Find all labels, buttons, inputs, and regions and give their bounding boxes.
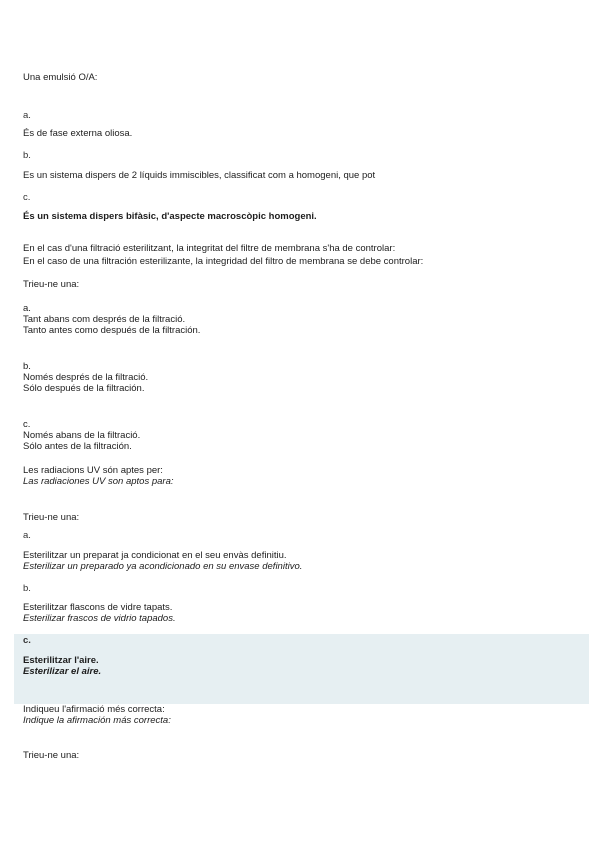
question-2-stem-ca: En el cas d'una filtració esterilitzant, la integritat del filtre de membrana s'ha de controlar: bbox=[23, 243, 396, 254]
q2-option-c-es[interactable]: Sólo antes de la filtración. bbox=[23, 441, 132, 452]
question-2-stem-es: En el caso de una filtración esterilizante, la integridad del filtro de membrana se debe controlar: bbox=[23, 256, 424, 267]
question-4-stem-ca: Indiqueu l'afirmació més correcta: bbox=[23, 704, 165, 715]
q1-option-b-text[interactable]: Es un sistema dispers de 2 líquids immiscibles, classificat com a homogeni, que pot bbox=[23, 170, 376, 181]
q2-option-b-es[interactable]: Sólo después de la filtración. bbox=[23, 383, 145, 394]
q2-option-c-ca[interactable]: Només abans de la filtració. bbox=[23, 430, 141, 441]
question-1-stem: Una emulsió O/A: bbox=[23, 72, 98, 83]
q3-option-a-es[interactable]: Esterilizar un preparado ya acondicionado en su envase definitivo. bbox=[23, 561, 303, 572]
q4-prompt: Trieu-ne una: bbox=[23, 750, 80, 761]
q3-prompt: Trieu-ne una: bbox=[23, 512, 80, 523]
question-3-stem-es: Las radiaciones UV son aptos para: bbox=[23, 476, 174, 487]
q1-option-b-letter[interactable]: b. bbox=[23, 150, 31, 161]
q3-option-a-ca[interactable]: Esterilitzar un preparat ja condicionat en el seu envàs definitiu. bbox=[23, 550, 287, 561]
q3-option-b-es[interactable]: Esterilizar frascos de vidrio tapados. bbox=[23, 613, 176, 624]
q3-option-c-letter[interactable]: c. bbox=[23, 635, 31, 646]
q2-prompt: Trieu-ne una: bbox=[23, 279, 80, 290]
q1-option-a-letter[interactable]: a. bbox=[23, 110, 31, 121]
q3-option-a-letter[interactable]: a. bbox=[23, 530, 31, 541]
q3-option-c-es[interactable]: Esterilizar el aire. bbox=[23, 666, 102, 677]
question-3-stem-ca: Les radiacions UV són aptes per: bbox=[23, 465, 163, 476]
q3-option-c-ca[interactable]: Esterilitzar l'aire. bbox=[23, 655, 99, 666]
q2-option-a-letter[interactable]: a. bbox=[23, 303, 31, 314]
q1-option-c-text[interactable]: És un sistema dispers bifàsic, d'aspecte macroscòpic homogeni. bbox=[23, 211, 317, 222]
q2-option-a-ca[interactable]: Tant abans com després de la filtració. bbox=[23, 314, 186, 325]
q3-option-b-letter[interactable]: b. bbox=[23, 583, 31, 594]
q3-option-b-ca[interactable]: Esterilitzar flascons de vidre tapats. bbox=[23, 602, 173, 613]
question-4-stem-es: Indique la afirmación más correcta: bbox=[23, 715, 171, 726]
q2-option-b-ca[interactable]: Només després de la filtració. bbox=[23, 372, 149, 383]
q1-option-c-letter[interactable]: c. bbox=[23, 192, 31, 203]
q2-option-b-letter[interactable]: b. bbox=[23, 361, 31, 372]
q2-option-c-letter[interactable]: c. bbox=[23, 419, 31, 430]
q1-option-a-text[interactable]: És de fase externa oliosa. bbox=[23, 128, 133, 139]
q2-option-a-es[interactable]: Tanto antes como después de la filtración. bbox=[23, 325, 201, 336]
